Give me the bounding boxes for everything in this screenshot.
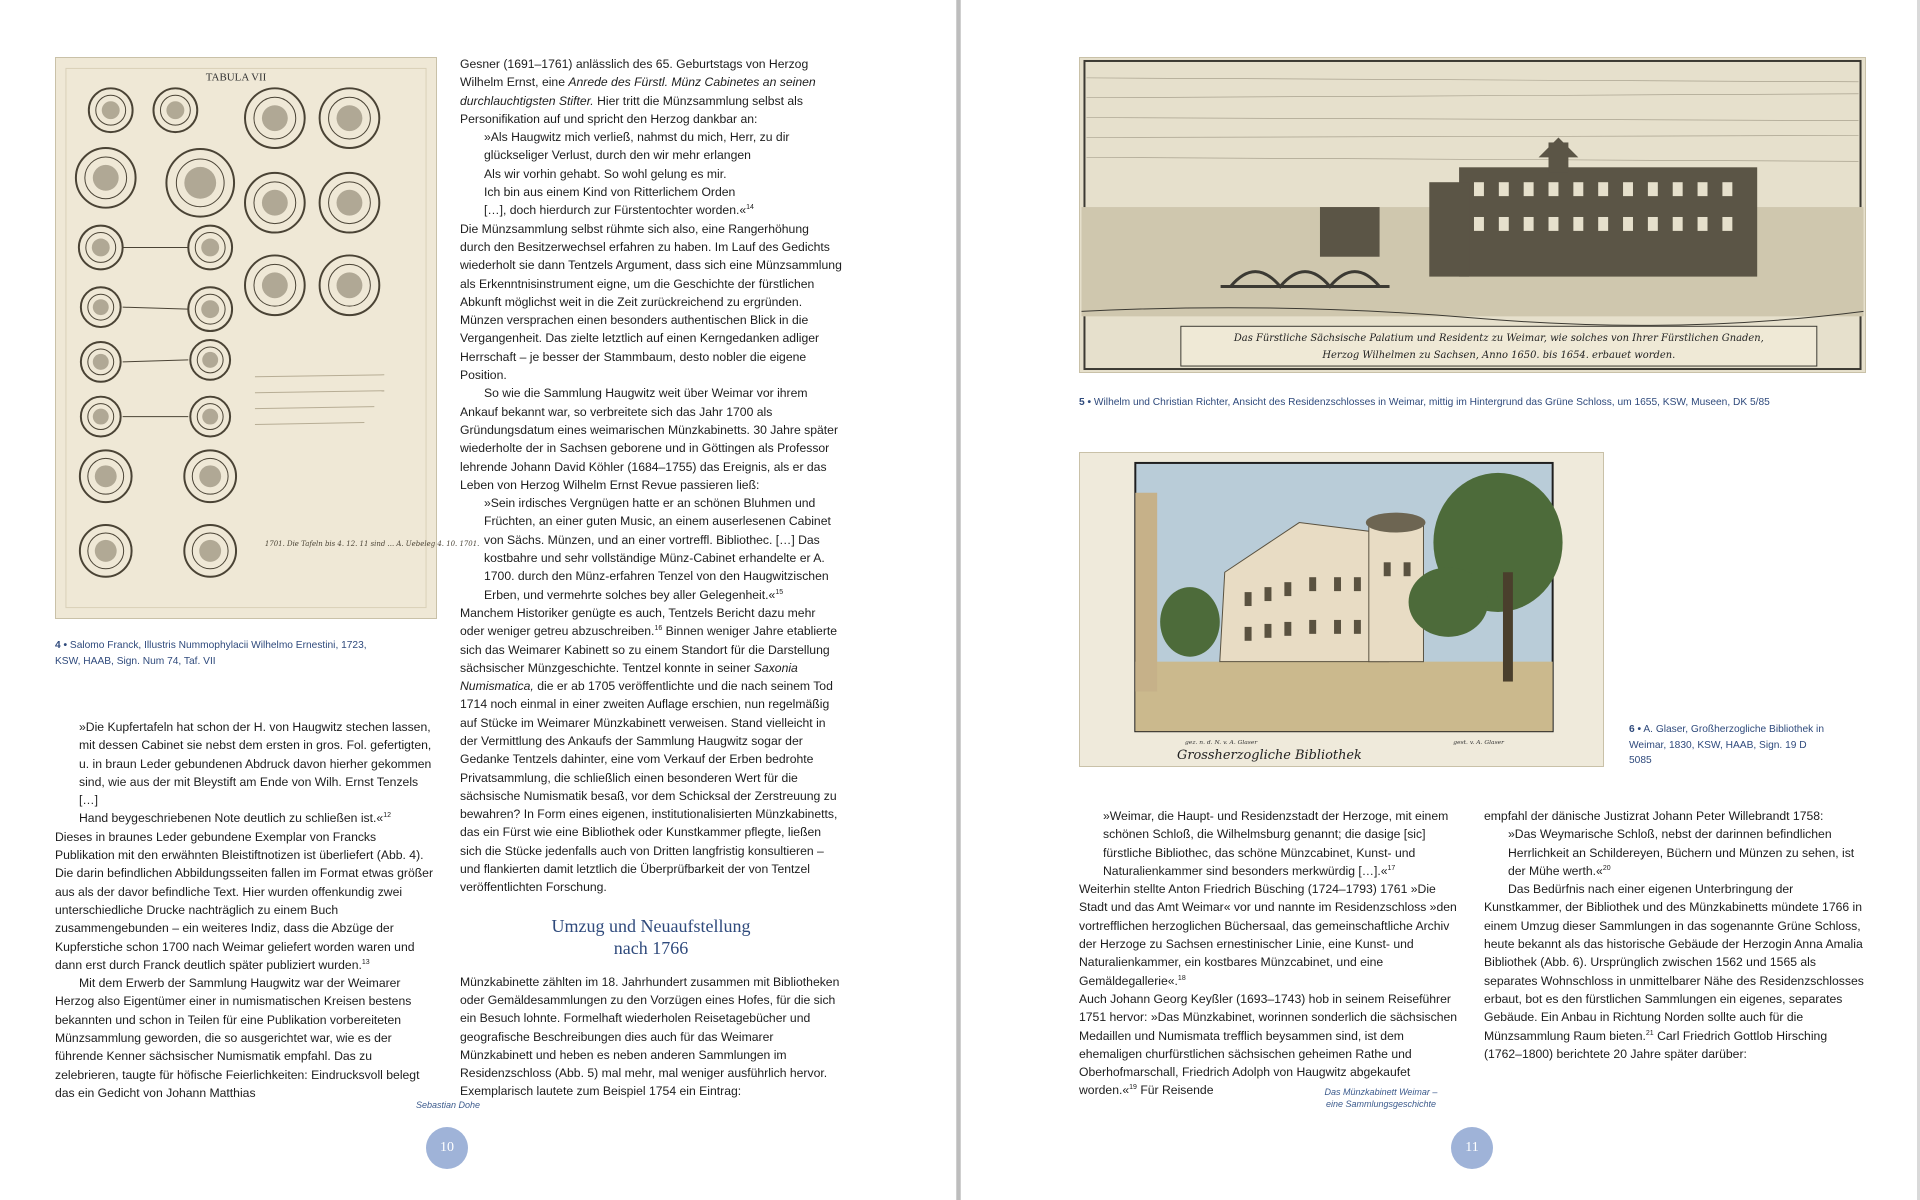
koehler-quote: »Sein irdisches Vergnügen hatte er an schönen Bluhmen und Früchten, an einer guten Music, an einem auserlesenen Cabinet von Sächs. Münzen, und an einer vortreffl. Bibliothec. […] Das kostbahre und sehr vollständige Münz-Cabinet erhandelte er A. 1700. durch den Münz-erfahren Tenzel von den Haugwitzischen Erben, und vermehrte solches bey aller Gelegenheit.«$^{15}$: [484, 496, 831, 602]
figure-6-caption-number: 6 •: [1629, 724, 1642, 735]
haugwitz-note-quote: [55, 718, 438, 828]
figure-4-caption-text: Salomo Franck, Illustris Nummophylacii Wilhelmo Ernestini, 1723, KSW, HAAB, Sign. Num 74, Taf. VII: [55, 640, 367, 667]
quote-line: mit dessen Cabinet sie nebst dem ersten in gros. Fol. gefertigten,: [79, 738, 432, 753]
footnote-ref[interactable]: 16: [654, 625, 663, 633]
body-paragraph: Auch Johann Georg Keyßler (1693–1743) hob in seinem Reiseführer 1751 hervor: »Das Münzkabinet, worinnen sonderlich die sächsischen Medaillen und Numismata trefflich beysammen sind, ist dem ehemaligen churfürstlichen sächsischen geheimen Rathe und Oberhofmarschall, Friedrich Adolph von Haugwitz abgekaufet worden.«$^{19}$ Für Reisende: [1079, 991, 1458, 1098]
body-paragraph: Münzkabinette zählten im 18. Jahrhundert zusammen mit Bibliotheken oder Gemäldesammlungen zu den Vorzügen eines Hofes, für die sich ein Besuch lohnte. Formelhaft wiederholen Reisetagebücher und geografische Beschreibungen dies auch für das Weimarer Münzkabinett und heben es neben anderen Sammlungen im Residenzschloss (Abb. 5) mal mehr, mal weniger ausführlich hervor. Exemplarisch lautete zum Beispiel 1754 ein Eintrag:: [460, 974, 840, 1099]
quote-line: sind, wie aus der mit Bleystift am Ende von Wilh. Ernst Tenzels […]: [79, 774, 419, 808]
left-column-1: [55, 718, 438, 1102]
left-page: [0, 0, 957, 1200]
bibliothek-drawing: [1080, 453, 1603, 766]
running-footer-title: Das Münzkabinett Weimar – eine Sammlungsgeschichte: [1324, 1087, 1438, 1109]
residenzschloss-drawing: [1080, 58, 1865, 372]
page-number: 11: [1451, 1127, 1493, 1169]
figure-4-caption: [55, 638, 375, 669]
footnote-ref[interactable]: 18: [1177, 974, 1186, 982]
quote-line: u. in braun Leder gebundenen Abdruck davon hierher gekommen: [79, 756, 432, 771]
quote-line: Hand beygeschriebenen Note deutlich zu schließen ist.«$^{12}$: [79, 811, 391, 826]
gesner-poem-quote: [460, 128, 842, 219]
figure-4-caption-number: 4 •: [55, 640, 68, 651]
engraving-title: Grossherzogliche Bibliothek: [1177, 748, 1362, 764]
body-paragraph: Weiterhin stellte Anton Friedrich Büsching (1724–1793) 1761 »Die Stadt und das Amt Weimar« vor und nannte im Residenzschloss »den vortrefflichen herzoglichen Büchersaal, das gemeinschaftliche Archiv der Herzoge zu Sachsen ernestinischer Linie, eine Kunst- und Naturalienkammer, ein kostbares Münzcabinet, und eine Gemäldegallerie«.$^{18}$: [1079, 882, 1457, 988]
footnote-ref[interactable]: 21: [1645, 1029, 1654, 1037]
footnote-ref[interactable]: 17: [1387, 864, 1396, 872]
footnote-ref[interactable]: 14: [746, 204, 754, 212]
poem-line: glückseliger Verlust, durch den wir mehr erlangen: [484, 148, 751, 163]
reisebeschreibung-quote: »Weimar, die Haupt- und Residenzstadt der Herzoge, mit einem schönen Schloß, die Wilhelmsburg genannt; die dasige [sic] fürstliche Bibliothec, das schöne Münzcabinet, Kunst- und Naturalienkammer sind besonders merkwürdig […].«$^{17}$: [1103, 809, 1449, 878]
figure-5-caption-text: Wilhelm und Christian Richter, Ansicht des Residenzschlosses in Weimar, mittig im Hintergrund das Grüne Schloss, um 1655, KSW, Museen, DK 5/85: [1093, 397, 1770, 408]
willebrandt-quote: »Das Weymarische Schloß, nebst der darinnen befindlichen Herrlichkeit an Schildereyen, Büchern und Münzen zu sehen, ist der Mühe werth.«$^{20}$: [1508, 827, 1855, 878]
page-number: 10: [426, 1127, 468, 1169]
left-column-2: [460, 55, 842, 1101]
figure-5-engraving: [1079, 57, 1866, 373]
footnote-ref[interactable]: 19: [1129, 1084, 1137, 1092]
body-paragraph: empfahl der dänische Justizrat Johann Peter Willebrandt 1758:: [1484, 809, 1824, 823]
body-paragraph: Die Münzsammlung selbst rühmte sich also, eine Rangerhöhung durch den Besitzerwechsel erfahren zu haben. Im Lauf des Gedichts wiederholt sie dann Tentzels Argument, dass sich eine Münzsammlung als Erkenntnisinstrument eigne, um die Geschichte der fürstlichen Abkunft möglichst weit in die Zeit zurückreichend zu ergründen. Münzen versprachen einen besonders authentischen Blick in die Vergangenheit. Das zielte letztlich auf einen Kerngedanken adliger Herrschaft – je besser der Stammbaum, desto nobler die eigene Position.: [460, 221, 842, 383]
engraving-inscription: Herzog Wilhelmen zu Sachsen, Anno 1650. bis 1654. erbauet worden.: [1322, 350, 1676, 362]
figure-5-caption-number: 5 •: [1079, 397, 1092, 408]
right-column-2: [1484, 807, 1864, 1063]
coin-plate-drawing: [56, 58, 480, 618]
running-footer-author: Sebastian Dohe: [415, 1100, 481, 1110]
section-heading: Umzug und Neuaufstellung nach 1766: [551, 915, 751, 958]
body-paragraph: Mit dem Erwerb der Sammlung Haugwitz war der Weimarer Herzog also Eigentümer einer in numismatischen Kreisen bestens bekannten und schon in Teilen für eine Publikation vorbereiteten Münzsammlung geworden, die so ausgerichtet war, wie es der führende Kenner sächsischer Numismatik empfahl. Das zu zelebrieren, taugte für höfische Feierlichkeiten: Eindrucksvoll belegt das ein Gedicht von Johann Matthias: [55, 976, 420, 1100]
italic-title: Anrede des Fürstl. Münz Cabinetes an seinen durchlauchtigsten Stifter.: [460, 75, 816, 108]
figure-5-caption: [1079, 395, 1839, 411]
figure-6-engraving: [1079, 452, 1604, 767]
poem-line: »Als Haugwitz mich verließ, nahmst du mich, Herr, zu dir: [484, 130, 790, 145]
poem-line: Als wir vorhin gehabt. So wohl gelung es mir.: [484, 166, 727, 181]
figure-4-coin-plate: [55, 57, 480, 619]
poem-line: Ich bin aus einem Kind von Ritterlichem Orden: [484, 185, 736, 200]
right-page: [960, 0, 1917, 1200]
plate-title: TABULA VII: [205, 71, 267, 84]
handwritten-note: 1701. Die Tafeln bis 4. 12. 11 sind ... A. Uebeleg 4. 10. 1701.: [264, 539, 480, 548]
engraving-credit: gez. n. d. N. v. A. Glaser: [1185, 739, 1258, 747]
footnote-ref[interactable]: 15: [775, 588, 784, 596]
engraving-credit: gest. v. A. Glaser: [1453, 739, 1505, 747]
body-paragraph: Manchem Historiker genügte es auch, Tentzels Bericht dazu mehr oder weniger getreu abzuschreiben.$^{16}$ Binnen weniger Jahre etablierte sich das Weimarer Kabinett so zu einem Standort für die Darstellung sächsischer Münzgeschichte. Tentzel konnte in seiner Saxonia Numismatica, die er ab 1705 veröffentlichte und die nach seinem Tod 1714 noch einmal in einer zweiten Auflage erschien, nun regelmäßig auf Stücke im Weimarer Münzkabinett verweisen. Stand vielleicht in der Vermittlung des Ankaufs der Sammlung Haugwitz sogar der Gedanke Tentzels dahinter, eine vom Verkauf der Erben bedrohte Privatsammlung, die schließlich einen besonderen Wert für die sächsische Numismatik besaß, vor dem Schicksal der Zerstreuung zu bewahren? In Form eines eigenen, institutionalisierten Münzkabinetts, das ein Fürst wie eine Bibliothek oder Kunstkammer pflegte, ließen sich die Stücke jedenfalls auch von Dritten langfristig konsultieren – und flankierten damit letztlich die Überprüfbarkeit der von Tentzel veröffentlichten Forschung.: [460, 605, 838, 895]
body-paragraph: Das Bedürfnis nach einer eigenen Unterbringung der Kunstkammer, der Bibliothek und des Münzkabinetts mündete 1766 in einem Umzug dieser Sammlungen in das sogenannte Grüne Schloss, heute bekannt als das historische Gebäude der Herzogin Anna Amalia Bibliothek (Abb. 6). Ursprünglich zwischen 1562 und 1565 als separates Wohnschloss in unmittelbarer Nähe des Residenzschlosses erbaut, bot es den fürstlichen Sammlungen ein eigenes, separates Gebäude. Ein Anbau in Richtung Norden sollte auch für die Münzsammlung Raum bieten.$^{21}$ Carl Friedrich Gottlob Hirsching (1762–1800) berichtete 20 Jahre später darüber:: [1484, 882, 1864, 1061]
engraving-inscription: Das Fürstliche Sächsische Palatium und Residentz zu Weimar, wie solches von Ihrer Fürstlichen Gnaden,: [1233, 333, 1764, 345]
italic-title: Saxonia Numismatica,: [460, 660, 798, 694]
footnote-ref[interactable]: 12: [383, 812, 391, 820]
poem-line: […], doch hierdurch zur Fürstentochter worden.«$^{14}$: [484, 203, 754, 218]
body-paragraph: Gesner (1691–1761) anlässlich des 65. Geburtstags von Herzog Wilhelm Ernst, eine Anrede des Fürstl. Münz Cabinetes an seinen durchlauchtigsten Stifter. Hier tritt die Münzsammlung selbst als Personifikation auf und spricht den Herzog dankbar an:: [460, 57, 816, 126]
right-column-1: [1079, 807, 1459, 1100]
footnote-ref[interactable]: 13: [361, 958, 370, 966]
footnote-ref[interactable]: 20: [1602, 864, 1611, 872]
figure-6-caption: [1629, 722, 1829, 769]
body-paragraph: So wie die Sammlung Haugwitz weit über Weimar vor ihrem Ankauf bekannt war, so verbreitete sich das Jahr 1700 als Gründungsdatum eines weimarischen Münzkabinetts. 30 Jahre später wiederholte der in Sachsen geborene und in Göttingen als Professor lehrende Johann David Köhler (1684–1755) das Ereignis, als er das Leben von Herzog Wilhelm Ernst Revue passieren ließ:: [460, 386, 839, 492]
figure-6-caption-text: A. Glaser, Großherzogliche Bibliothek in Weimar, 1830, KSW, HAAB, Sign. 19 D 5085: [1629, 724, 1824, 766]
quote-line: »Die Kupfertafeln hat schon der H. von Haugwitz stechen lassen,: [79, 720, 431, 734]
body-paragraph: Dieses in braunes Leder gebundene Exemplar von Francks Publikation mit den erwähnten Bleistiftnotizen ist überliefert (Abb. 4). Die darin befindlichen Abbildungsseiten fallen im Format etwas größer aus als der davor befindliche Text. Hier wurden offenkundig zwei unterschiedliche Drucke nachträglich zu einem Buch zusammengebunden – ein weiteres Indiz, dass die Abzüge der Kupferstiche schon 1700 nach Weimar geliefert worden waren und dann erst durch Franck deutlich später publiziert wurden.$^{13}$: [55, 829, 434, 972]
